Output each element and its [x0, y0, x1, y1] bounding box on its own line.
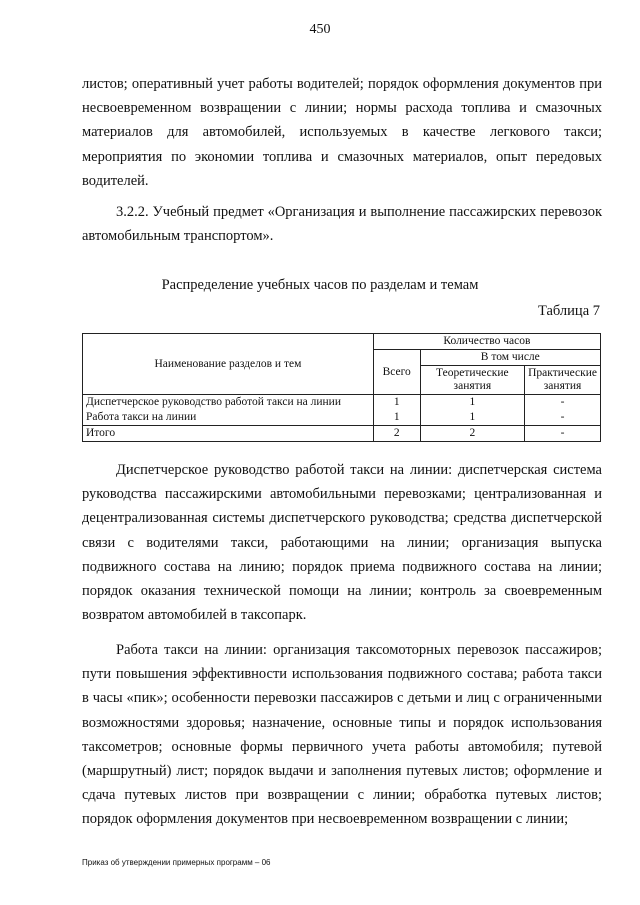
- header-theory: Теоретические занятия: [420, 366, 525, 395]
- header-total: Всего: [373, 350, 420, 395]
- total-total: 2: [373, 426, 420, 442]
- row-theory: 1: [420, 395, 525, 411]
- hours-table: [82, 333, 601, 442]
- row-practice: -: [525, 395, 601, 411]
- table-heading: Распределение учебных часов по разделам и темам: [161, 277, 479, 293]
- table-caption: Таблица 7: [537, 303, 600, 319]
- total-theory: 2: [420, 426, 525, 442]
- header-including: В том числе: [420, 350, 600, 366]
- paragraph-top: листов; оперативный учет работы водителей; порядок оформления документов при несвоевременном возвращении с линии; нормы расхода топлива и смазочных материалов для автомобилей, используемых в качестве легкового такси; мероприятия по экономии топлива и смазочных материалов, опыт передовых водителей.: [82, 76, 602, 189]
- footer-note: Приказ об утверждении примерных программ – 06: [82, 858, 271, 867]
- header-practice: Практические занятия: [525, 366, 601, 395]
- table-header-row: [83, 334, 601, 350]
- row-total: 1: [373, 410, 420, 426]
- total-practice: -: [525, 426, 601, 442]
- row-name: Работа такси на линии: [83, 410, 374, 426]
- section-title: 3.2.2. Учебный предмет «Организация и выполнение пассажирских перевозок автомобильным транспортом».: [82, 204, 602, 245]
- table-row: [83, 395, 601, 411]
- table-row: [83, 410, 601, 426]
- row-theory: 1: [420, 410, 525, 426]
- paragraph-dispatch: Диспетчерское руководство работой такси на линии: диспетчерская система руководства пассажирскими автомобильными перевозками; централизованная и децентрализованная системы диспетчерского руководства; средства диспетчерской связи с водителями такси, работающими на линии; организация выпуска подвижного состава на линию; порядок приема подвижного состава на линии; порядок оказания технической помощи на линии; контроль за своевременным возвратом автомобилей в таксопарк.: [82, 462, 602, 624]
- page-number: 450: [309, 22, 331, 37]
- paragraph-work: Работа такси на линии: организация таксомоторных перевозок пассажиров; пути повышения эффективности использования подвижного состава; работа такси в часы «пик»; особенности перевозки пассажиров с детьми и лиц с ограниченными возможностями здоровья; назначение, основные типы и порядок использования таксометров; основные формы первичного учета работы автомобиля; путевой (маршрутный) лист; порядок выдачи и заполнения путевых листов; оформление и сдача путевых листов при возвращении с линии; обработка путевых листов; порядок оформления документов при несвоевременном возвращении с линии;: [82, 642, 602, 828]
- row-practice: -: [525, 410, 601, 426]
- row-total: 1: [373, 395, 420, 411]
- table-total-row: [83, 426, 601, 442]
- header-name: Наименование разделов и тем: [83, 334, 374, 395]
- total-name: Итого: [83, 426, 374, 442]
- row-name: Диспетчерское руководство работой такси на линии: [83, 395, 374, 411]
- header-hours: Количество часов: [373, 334, 600, 350]
